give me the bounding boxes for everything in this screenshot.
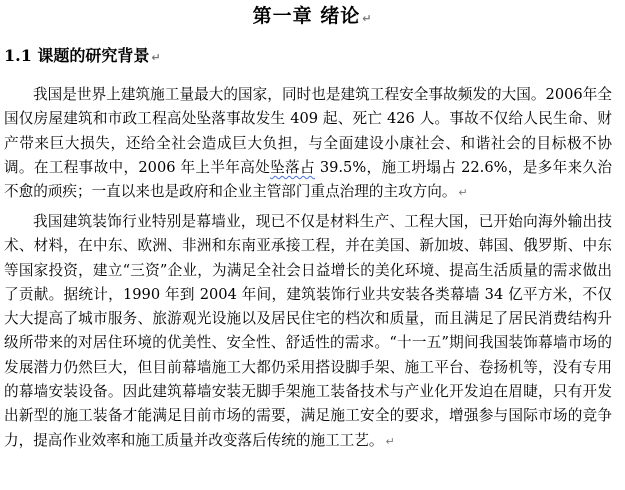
chapter-title-text: 第一章 绪论 xyxy=(252,5,361,27)
paragraph-mark-icon: ↵ xyxy=(151,51,161,64)
section-heading xyxy=(4,45,161,69)
paragraph-1-text-start: 我国是世界上建筑施工量最大的国家，同时也是建筑工程安全事故频发的大国。2006年全国仅房屋建筑和市政工程高处坠落事故发生 409 起、死亡 426 人。事故不仅给人民生命、财产带来巨大损失，还给全社会造成巨大负担，与全面建设小康社会、和谐社会的目标极不协调。在工程事故中，2006 年上半年高处 xyxy=(4,86,612,176)
body-paragraph-1 xyxy=(4,83,612,205)
spellcheck-underlined-text: 坠落占 xyxy=(270,158,315,176)
paragraph-mark-icon: ↵ xyxy=(385,434,395,448)
body-paragraph-2 xyxy=(4,210,612,454)
section-heading-text: 1.1 课题的研究背景 xyxy=(4,46,150,65)
chapter-title xyxy=(0,3,625,32)
paragraph-1-text-end: 39.5%，施工坍塌占 22.6%，是多年来久治不愈的顽疾；一直以来也是政府和企业主管部门重点治理的主攻方向。 xyxy=(4,158,612,201)
paragraph-2-text: 我国建筑装饰行业特别是幕墙业，现已不仅是材料生产、工程大国，已开始向海外输出技术、材料，在中东、欧洲、非洲和东南亚承接工程，并在美国、新加坡、韩国、俄罗斯、中东等国家投资，建立“三资”企业，为满足全社会日益增长的美化环境、提高生活质量的需求做出了贡献。据统计，1990 年到 2004 年间，建筑装饰行业共安装各类幕墙 34 亿平方米，不仅大大提高了城市服务、旅游观光设施以及居民住宅的档次和质量，而且满足了居民消费结构升级所带来的对居住环境的优美性、安全性、舒适性的需求。“十一五”期间我国装饰幕墙市场的发展潜力仍然巨大，但目前幕墙施工大都仍采用搭设脚手架、施工平台、卷扬机等，没有专用的幕墙安装设备。因此建筑幕墙安装无脚手架施工装备技术与产业化开发迫在眉睫，只有开发出新型的施工装备才能满足目前市场的需要，满足施工安全的要求，增强参与国际市场的竞争力，提高作业效率和施工质量并改变落后传统的施工工艺。 xyxy=(4,213,612,449)
paragraph-mark-icon: ↵ xyxy=(362,12,373,25)
paragraph-mark-icon: ↵ xyxy=(458,186,468,200)
